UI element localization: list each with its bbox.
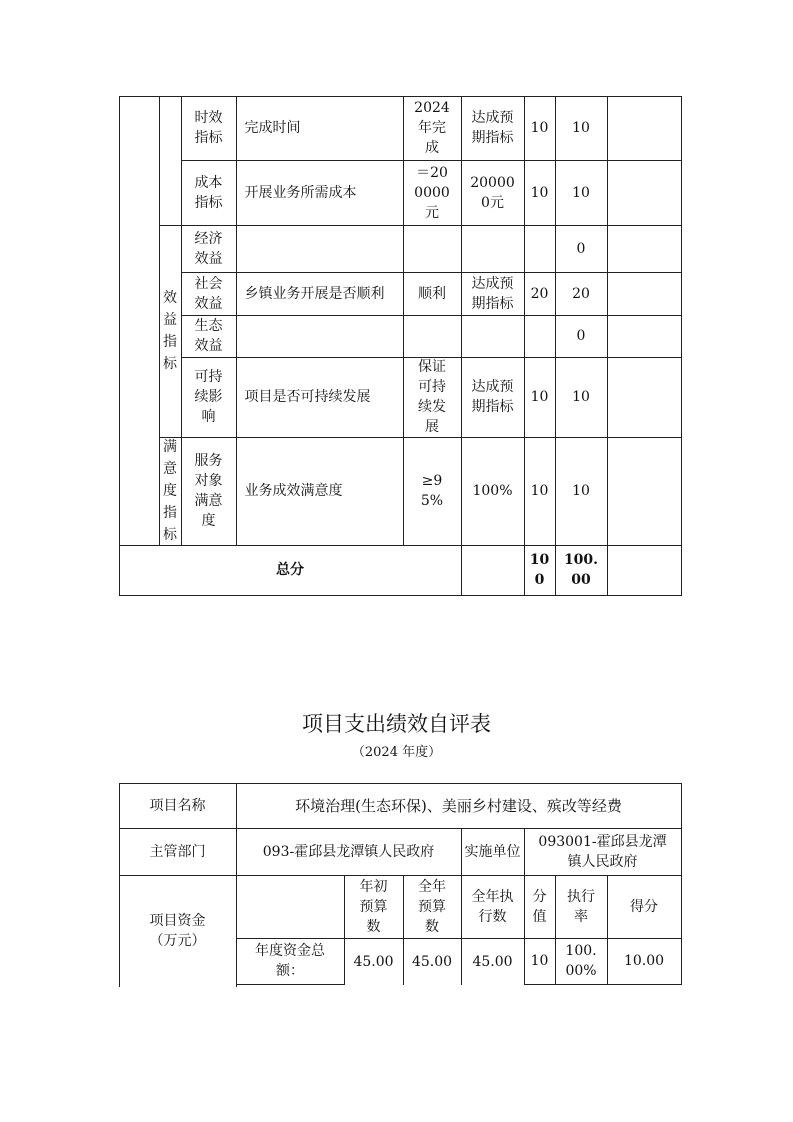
header-annual-budget: 全年预算数 xyxy=(403,875,462,939)
row-sub: 社会效益 xyxy=(181,272,237,316)
row-note xyxy=(607,96,682,161)
row-weight: 10 xyxy=(524,357,556,438)
total-funds-weight: 10 xyxy=(524,938,556,985)
row-actual: 达成预期指标 xyxy=(461,272,525,316)
dept-value: 093-霍邱县龙潭镇人民政府 xyxy=(236,828,462,876)
header-empty xyxy=(236,875,345,939)
row-weight: 10 xyxy=(524,160,556,226)
row-sub: 时效指标 xyxy=(181,96,237,161)
row-actual: 达成预期指标 xyxy=(461,357,525,438)
total-weight: 100 xyxy=(524,545,556,596)
row-actual: 200000元 xyxy=(461,160,525,226)
row-indicator xyxy=(236,225,404,273)
header-executed: 全年执行数 xyxy=(461,875,525,939)
row-target: 顺利 xyxy=(403,272,462,316)
category-benefit: 效益指标 xyxy=(159,225,182,438)
funds-label: 项目资金（万元） xyxy=(119,875,237,987)
project-name: 环境治理(生态环保)、美丽乡村建设、殡改等经费 xyxy=(236,783,682,829)
row-note xyxy=(607,315,682,358)
category-satisfaction: 满意度指标 xyxy=(159,437,182,546)
total-executed: 45.00 xyxy=(461,938,525,985)
row-note xyxy=(607,357,682,438)
row-weight: 20 xyxy=(524,272,556,316)
row-weight xyxy=(524,225,556,273)
unit-value: 093001-霍邱县龙潭镇人民政府 xyxy=(524,828,682,876)
row-target: 2024年完成 xyxy=(403,96,462,161)
dept-label: 主管部门 xyxy=(119,828,237,876)
row-score: 10 xyxy=(555,357,608,438)
header-score: 得分 xyxy=(607,875,682,939)
row-target: ≥95% xyxy=(403,437,462,546)
form-year: （2024 年度） xyxy=(351,745,442,760)
row-target: 保证可持续发展 xyxy=(403,357,462,438)
row-target xyxy=(403,225,462,273)
row-indicator: 完成时间 xyxy=(236,96,404,161)
total-label: 总分 xyxy=(119,545,462,596)
row-sub: 经济效益 xyxy=(181,225,237,273)
unit-label: 实施单位 xyxy=(461,828,525,876)
row-sub: 成本指标 xyxy=(181,160,237,226)
row-actual: 100% xyxy=(461,437,525,546)
row-score: 10 xyxy=(555,160,608,226)
row-score: 0 xyxy=(555,315,608,358)
form-title: 项目支出绩效自评表 xyxy=(302,712,491,736)
row-weight xyxy=(524,315,556,358)
header-rate: 执行率 xyxy=(555,875,608,939)
header-weight: 分值 xyxy=(524,875,556,939)
level1-cell xyxy=(119,96,160,546)
row-indicator xyxy=(236,315,404,358)
total-funds-label: 年度资金总额： xyxy=(236,938,345,985)
row-note xyxy=(607,225,682,273)
row-indicator: 项目是否可持续发展 xyxy=(236,357,404,438)
total-funds-score: 10.00 xyxy=(607,938,682,985)
row-score: 0 xyxy=(555,225,608,273)
row-score: 10 xyxy=(555,437,608,546)
row-indicator: 乡镇业务开展是否顺利 xyxy=(236,272,404,316)
row-note xyxy=(607,160,682,226)
total-initial: 45.00 xyxy=(344,938,404,985)
total-annual: 45.00 xyxy=(403,938,462,985)
row-sub: 服务对象满意度 xyxy=(181,437,237,546)
row-target xyxy=(403,315,462,358)
row-indicator: 业务成效满意度 xyxy=(236,437,404,546)
row-note xyxy=(607,272,682,316)
row-actual xyxy=(461,225,525,273)
total-note xyxy=(607,545,682,596)
row-note xyxy=(607,437,682,546)
level2-cell-output xyxy=(159,96,182,226)
row-weight: 10 xyxy=(524,437,556,546)
row-score: 20 xyxy=(555,272,608,316)
project-name-label: 项目名称 xyxy=(119,783,237,829)
row-weight: 10 xyxy=(524,96,556,161)
row-indicator: 开展业务所需成本 xyxy=(236,160,404,226)
row-score: 10 xyxy=(555,96,608,161)
header-initial-budget: 年初预算数 xyxy=(344,875,404,939)
row-target: ＝200000元 xyxy=(403,160,462,226)
row-sub: 生态效益 xyxy=(181,315,237,358)
row-actual xyxy=(461,315,525,358)
total-rate: 100.00% xyxy=(555,938,608,985)
total-empty xyxy=(461,545,525,596)
row-sub: 可持续影响 xyxy=(181,357,237,438)
row-actual: 达成预期指标 xyxy=(461,96,525,161)
total-score: 100.00 xyxy=(555,545,608,596)
